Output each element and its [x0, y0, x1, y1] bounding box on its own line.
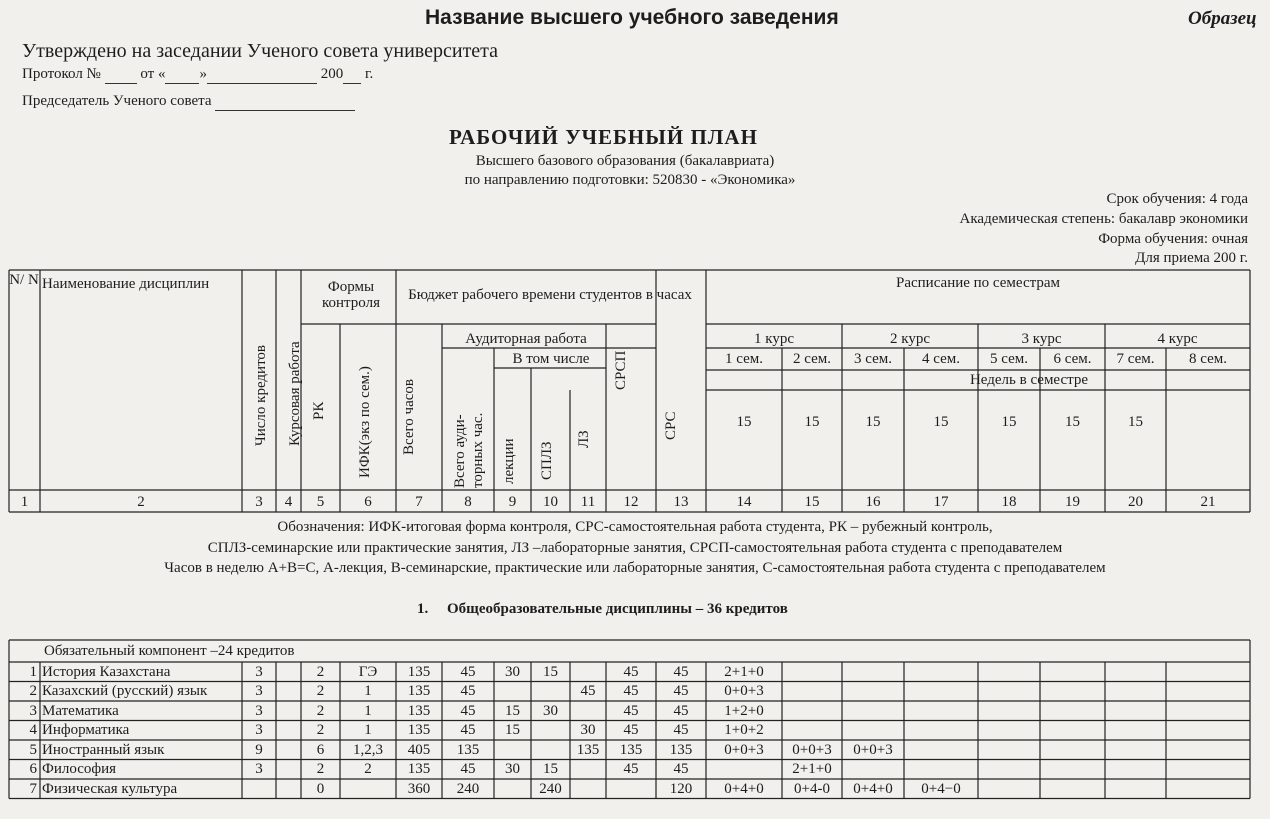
- protocol-year-suffix: г.: [364, 66, 374, 82]
- form-info: Форма обучения: очная: [1098, 231, 1248, 247]
- coursework: [276, 701, 301, 721]
- total-hours: 135: [407, 761, 431, 778]
- total-hours: 135: [407, 702, 431, 719]
- row-number: 5: [29, 741, 37, 758]
- semester-8-hours: [1166, 701, 1250, 721]
- column-number-18: 18: [1001, 493, 1017, 510]
- header-total-hours: Всего часов: [401, 379, 417, 455]
- auditorium-hours: 45: [460, 702, 476, 719]
- credits: 3: [255, 702, 263, 719]
- auditorium-hours: 45: [460, 761, 476, 778]
- header-coursework: Курсовая работа: [287, 341, 303, 446]
- semester-4-hours: [904, 662, 978, 682]
- splz: [531, 682, 570, 702]
- coursework: [276, 721, 301, 741]
- lectures: [494, 740, 531, 760]
- row-number: 2: [29, 683, 37, 700]
- semester-4-hours: [904, 682, 978, 702]
- semester-5-hours: [978, 740, 1040, 760]
- chairman-signature-blank: [215, 93, 355, 111]
- semester-1-hours: [706, 760, 782, 780]
- protocol-line: [22, 66, 373, 84]
- lz: 45: [580, 683, 596, 700]
- auditorium-hours: 45: [460, 663, 476, 680]
- column-number-3: 3: [255, 493, 263, 510]
- row-number: 4: [29, 722, 37, 739]
- header-num: N/ N: [9, 272, 39, 288]
- lz: [570, 662, 606, 682]
- discipline-name: История Казахстана: [42, 663, 171, 680]
- column-number-12: 12: [623, 493, 639, 510]
- semester-2-hours: [782, 662, 842, 682]
- credits: 3: [255, 683, 263, 700]
- srs: 45: [673, 761, 689, 778]
- semester-6-hours: [1040, 779, 1105, 799]
- semester-1-hours: 2+1+0: [724, 663, 764, 680]
- ifk: [340, 779, 396, 799]
- rk: 2: [316, 683, 325, 700]
- credits: [242, 779, 276, 799]
- weeks-sem-3: 15: [865, 414, 881, 430]
- weeks-sem-5: 15: [1001, 414, 1017, 430]
- lectures: [494, 779, 531, 799]
- admission-info: Для приема 200 г.: [1135, 250, 1248, 266]
- semester-5-hours: [978, 721, 1040, 741]
- lectures: 15: [505, 722, 520, 739]
- plan-title: РАБОЧИЙ УЧЕБНЫЙ ПЛАН: [449, 125, 758, 149]
- degree-info: Академическая степень: бакалавр экономики: [959, 211, 1248, 227]
- semester-7-hours: [1105, 740, 1166, 760]
- plan-subtitle-1: Высшего базового образования (бакалавриата): [475, 153, 775, 169]
- protocol-year: 200: [320, 66, 344, 82]
- header-ifk: ИФК(экз по сем.): [357, 366, 373, 478]
- srs: 120: [669, 780, 693, 797]
- weeks-sem-2: 15: [804, 414, 820, 430]
- legend-line-2: СПЛЗ-семинарские или практические занятия, ЛЗ –лабораторные занятия, СРСП-самостоятельная работа студента с преподавателем: [207, 540, 1063, 556]
- semester-4-hours: [904, 740, 978, 760]
- university-title: Название высшего учебного заведения: [425, 6, 839, 29]
- semester-4-label: 4 сем.: [922, 351, 960, 367]
- column-number-6: 6: [364, 493, 372, 510]
- protocol-from: от «: [140, 66, 166, 82]
- column-number-20: 20: [1128, 493, 1143, 510]
- semester-3-label: 3 сем.: [854, 351, 892, 367]
- auditorium-hours: 135: [456, 741, 480, 758]
- semester-2-hours: [782, 682, 842, 702]
- semester-3-hours: [842, 662, 904, 682]
- semester-3-hours: [842, 721, 904, 741]
- semester-7-hours: [1105, 682, 1166, 702]
- row-number: 6: [29, 761, 37, 778]
- lz: [570, 701, 606, 721]
- header-budget: Бюджет рабочего времени студентов в часах: [408, 287, 692, 303]
- column-number-21: 21: [1200, 493, 1216, 510]
- protocol-year-blank: [343, 66, 361, 84]
- weeks-label: Недель в семестре: [969, 372, 1089, 388]
- header-including: В том числе: [512, 351, 590, 367]
- semester-6-hours: [1040, 740, 1105, 760]
- header-control-forms: Формы контроля: [322, 279, 380, 311]
- splz: [531, 740, 570, 760]
- protocol-number-blank: [105, 66, 137, 84]
- semester-1-hours: 0+0+3: [724, 741, 764, 758]
- semester-5-hours: [978, 682, 1040, 702]
- credits: 3: [255, 663, 263, 680]
- chairman-label: Председатель Ученого совета: [22, 93, 212, 109]
- weeks-sem-4: 15: [933, 414, 949, 430]
- total-hours: 405: [407, 741, 431, 758]
- legend-line-1: Обозначения: ИФК-итоговая форма контроля, СРС-самостоятельная работа студента, РК – рубежный контроль,: [277, 519, 993, 535]
- protocol-prefix: Протокол №: [22, 66, 101, 82]
- column-number-17: 17: [933, 493, 949, 510]
- header-splz: СПЛЗ: [539, 441, 555, 480]
- weeks-sem-6: 15: [1065, 414, 1080, 430]
- semester-4-hours: [904, 701, 978, 721]
- semester-6-hours: [1040, 701, 1105, 721]
- protocol-quote-close: »: [199, 66, 207, 82]
- semester-1-hours: 0+0+3: [724, 683, 764, 700]
- header-auditorium: Аудиторная работа: [465, 331, 587, 347]
- column-number-13: 13: [673, 493, 689, 510]
- semester-3-hours: [842, 760, 904, 780]
- srs: 45: [673, 722, 689, 739]
- column-number-1: 1: [20, 493, 29, 510]
- header-lz: ЛЗ: [576, 430, 592, 448]
- semester-1-hours: 0+4+0: [724, 780, 764, 797]
- plan-subtitle-2: по направлению подготовки: 520830 - «Экономика»: [464, 172, 796, 188]
- header-name: Наименование дисциплин: [42, 276, 210, 292]
- semester-8-hours: [1166, 740, 1250, 760]
- component-label: Обязательный компонент –24 кредитов: [44, 643, 295, 659]
- lectures: [494, 682, 531, 702]
- ifk: 1: [364, 702, 372, 719]
- lectures: 15: [505, 702, 520, 719]
- discipline-name: Казахский (русский) язык: [42, 683, 208, 700]
- semester-5-hours: [978, 779, 1040, 799]
- semester-4-hours: [904, 760, 978, 780]
- semester-8-label: 8 сем.: [1189, 351, 1227, 367]
- header-schedule: Расписание по семестрам: [895, 275, 1061, 291]
- column-number-19: 19: [1065, 493, 1080, 510]
- semester-3-hours: [842, 682, 904, 702]
- splz: 30: [543, 702, 558, 719]
- duration-info: Срок обучения: 4 года: [1106, 191, 1248, 207]
- rk: 2: [316, 663, 325, 680]
- srsp: 45: [623, 683, 639, 700]
- section-heading: [417, 601, 788, 618]
- auditorium-hours: 45: [460, 683, 476, 700]
- rk: 2: [316, 722, 325, 739]
- discipline-name: Философия: [42, 761, 117, 778]
- column-number-5: 5: [316, 493, 325, 510]
- section-number: 1.: [417, 601, 429, 617]
- semester-3-hours: 0+4+0: [853, 780, 893, 797]
- row-number: 3: [29, 702, 37, 719]
- column-number-9: 9: [508, 493, 517, 510]
- column-number-2: 2: [137, 493, 145, 510]
- srs: 45: [673, 702, 689, 719]
- lectures: 30: [505, 761, 520, 778]
- semester-5-hours: [978, 760, 1040, 780]
- coursework: [276, 779, 301, 799]
- semester-5-hours: [978, 662, 1040, 682]
- semester-2-hours: [782, 701, 842, 721]
- lz: [570, 779, 606, 799]
- ifk: 1,2,3: [353, 741, 383, 758]
- semester-2-hours: 2+1+0: [792, 761, 832, 778]
- credits: 9: [255, 741, 263, 758]
- srs: 135: [669, 741, 693, 758]
- srsp: [606, 779, 656, 799]
- header-srs: СРС: [663, 411, 679, 440]
- total-hours: 135: [407, 722, 431, 739]
- weeks-sem-1: 15: [736, 414, 752, 430]
- semester-8-hours: [1166, 760, 1250, 780]
- splz: [531, 721, 570, 741]
- semester-2-hours: 0+4-0: [794, 780, 830, 797]
- discipline-name: Физическая культура: [42, 780, 178, 797]
- semester-2-hours: 0+0+3: [792, 741, 832, 758]
- sample-label: Образец: [1188, 8, 1257, 29]
- legend-line-3: Часов в неделю А+В=С, А-лекция, В-семинарские, практические или лабораторные занятия, С-самостоятельная работа студента с преподавателем: [164, 560, 1106, 576]
- semester-7-hours: [1105, 701, 1166, 721]
- semester-8-hours: [1166, 779, 1250, 799]
- total-hours: 135: [407, 683, 431, 700]
- column-number-4: 4: [284, 493, 293, 510]
- ifk: 1: [364, 683, 372, 700]
- semester-6-label: 6 сем.: [1053, 351, 1092, 367]
- column-number-10: 10: [543, 493, 558, 510]
- lz: [570, 760, 606, 780]
- splz: 15: [543, 663, 558, 680]
- auditorium-hours: 240: [456, 780, 480, 797]
- coursework: [276, 760, 301, 780]
- weeks-sem-7: 15: [1128, 414, 1143, 430]
- header-srsp: СРСП: [613, 350, 629, 390]
- approved-text: Утверждено на заседании Ученого совета университета: [22, 40, 499, 62]
- semester-7-hours: [1105, 721, 1166, 741]
- semester-6-hours: [1040, 682, 1105, 702]
- semester-7-label: 7 сем.: [1116, 351, 1155, 367]
- semester-6-hours: [1040, 662, 1105, 682]
- lectures: 30: [505, 663, 520, 680]
- course-2-label: 2 курс: [890, 331, 930, 347]
- weeks-sem-8: [1166, 412, 1250, 432]
- column-number-14: 14: [736, 493, 752, 510]
- semester-8-hours: [1166, 721, 1250, 741]
- rk: 0: [316, 780, 325, 797]
- semester-8-hours: [1166, 662, 1250, 682]
- total-hours: 360: [407, 780, 431, 797]
- semester-7-hours: [1105, 779, 1166, 799]
- row-number: 1: [29, 663, 37, 680]
- semester-7-hours: [1105, 760, 1166, 780]
- coursework: [276, 662, 301, 682]
- coursework: [276, 682, 301, 702]
- discipline-name: Иностранный язык: [42, 741, 165, 758]
- rk: 6: [316, 741, 325, 758]
- semester-6-hours: [1040, 760, 1105, 780]
- semester-4-hours: 0+4−0: [921, 780, 961, 797]
- column-number-15: 15: [804, 493, 820, 510]
- total-hours: 135: [407, 663, 431, 680]
- column-number-11: 11: [580, 493, 596, 510]
- auditorium-hours: 45: [460, 722, 476, 739]
- course-4-label: 4 курс: [1157, 331, 1198, 347]
- semester-5-label: 5 сем.: [990, 351, 1028, 367]
- semester-1-hours: 1+2+0: [724, 702, 764, 719]
- ifk: ГЭ: [358, 663, 378, 680]
- semester-5-hours: [978, 701, 1040, 721]
- column-number-7: 7: [415, 493, 423, 510]
- ifk: 1: [364, 722, 372, 739]
- column-number-8: 8: [464, 493, 472, 510]
- splz: 240: [539, 780, 562, 797]
- semester-6-hours: [1040, 721, 1105, 741]
- semester-1-label: 1 сем.: [725, 351, 763, 367]
- srsp: 45: [623, 702, 639, 719]
- credits: 3: [255, 761, 263, 778]
- srsp: 45: [623, 761, 639, 778]
- semester-2-label: 2 сем.: [793, 351, 831, 367]
- row-number: 7: [29, 780, 37, 797]
- coursework: [276, 740, 301, 760]
- rk: 2: [316, 702, 325, 719]
- semester-7-hours: [1105, 662, 1166, 682]
- protocol-month-blank: [207, 66, 317, 84]
- srs: 45: [673, 663, 689, 680]
- discipline-name: Информатика: [42, 722, 130, 739]
- course-3-label: 3 курс: [1021, 331, 1062, 347]
- semester-8-hours: [1166, 682, 1250, 702]
- semester-2-hours: [782, 721, 842, 741]
- header-total-aud: Всего ауди- торных час.: [452, 412, 486, 488]
- ifk: 2: [364, 761, 372, 778]
- discipline-name: Математика: [42, 702, 119, 719]
- credits: 3: [255, 722, 263, 739]
- chairman-line: [22, 93, 355, 111]
- header-lectures: лекции: [501, 438, 517, 484]
- protocol-day-blank: [165, 66, 199, 84]
- section-title: Общеобразовательные дисциплины – 36 кредитов: [447, 601, 788, 617]
- semester-4-hours: [904, 721, 978, 741]
- lz: 30: [580, 722, 596, 739]
- column-number-16: 16: [865, 493, 881, 510]
- srsp: 45: [623, 663, 639, 680]
- semester-1-hours: 1+0+2: [724, 722, 764, 739]
- srsp: 135: [619, 741, 643, 758]
- srsp: 45: [623, 722, 639, 739]
- semester-3-hours: [842, 701, 904, 721]
- course-1-label: 1 курс: [754, 331, 794, 347]
- lz: 135: [576, 741, 600, 758]
- header-rk: РК: [311, 401, 327, 420]
- rk: 2: [316, 761, 325, 778]
- splz: 15: [543, 761, 558, 778]
- srs: 45: [673, 683, 689, 700]
- semester-3-hours: 0+0+3: [853, 741, 893, 758]
- header-credits: Число кредитов: [253, 344, 269, 446]
